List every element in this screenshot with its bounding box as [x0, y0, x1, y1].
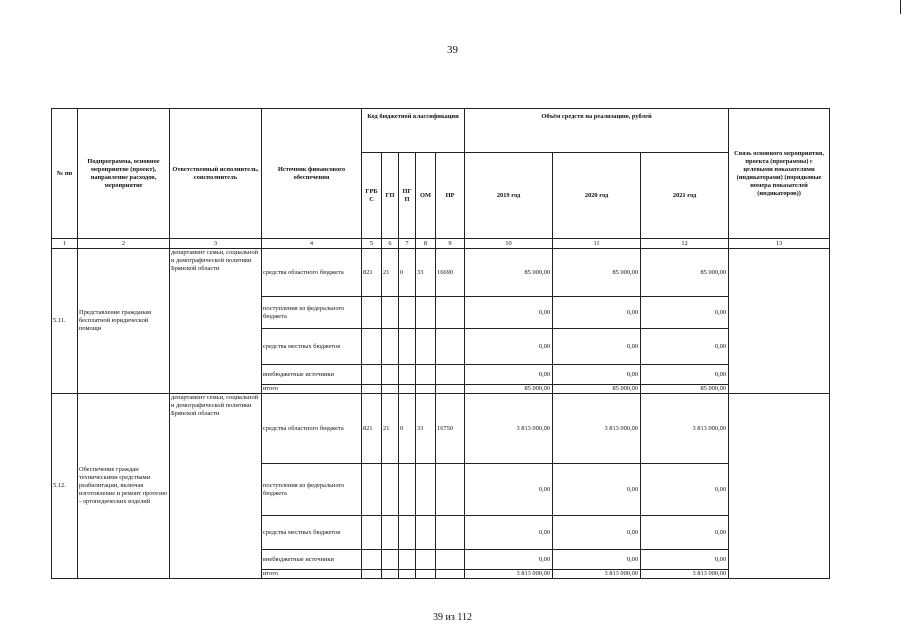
budget-table — [51, 108, 830, 579]
amount-2020: 0,00 — [553, 297, 641, 329]
amount-2019: 3 813 000,00 — [465, 394, 553, 464]
funding-source: средства областного бюджета — [262, 394, 362, 464]
code-nr — [436, 464, 465, 516]
code-grbs: 821 — [362, 394, 382, 464]
code-pgp — [399, 385, 416, 394]
funding-source: поступления из федерального бюджета — [262, 464, 362, 516]
index-cell: 3 — [170, 239, 262, 249]
code-nr: 16690 — [436, 249, 465, 297]
code-gp — [382, 385, 399, 394]
header-nr: НР — [436, 153, 465, 239]
amount-2021: 0,00 — [641, 297, 729, 329]
amount-2019: 0,00 — [465, 365, 553, 385]
funding-source: средства местных бюджетов — [262, 516, 362, 550]
header-budget-code: Код бюджетной классификации — [362, 109, 465, 153]
code-gp — [382, 516, 399, 550]
amount-2020: 85 000,00 — [553, 249, 641, 297]
indicator-link — [729, 394, 830, 579]
code-grbs — [362, 570, 382, 579]
code-om — [416, 365, 436, 385]
index-cell: 8 — [416, 239, 436, 249]
code-nr — [436, 385, 465, 394]
page-number-top: 39 — [447, 44, 458, 56]
indicator-link — [729, 249, 830, 394]
amount-2020: 3 813 000,00 — [553, 394, 641, 464]
code-om — [416, 464, 436, 516]
amount-2021: 3 813 000,00 — [641, 394, 729, 464]
column-index-row — [52, 239, 830, 249]
code-gp — [382, 570, 399, 579]
total-label: итого — [262, 570, 362, 579]
code-grbs — [362, 550, 382, 570]
code-gp: 21 — [382, 394, 399, 464]
header-subprogram: Подпрограмма, основное мероприятие (проект), направление расходов, мероприятие — [78, 109, 170, 239]
index-cell: 13 — [729, 239, 830, 249]
code-grbs — [362, 385, 382, 394]
code-gp — [382, 464, 399, 516]
total-2019: 3 813 000,00 — [465, 570, 553, 579]
code-pgp — [399, 570, 416, 579]
index-cell: 12 — [641, 239, 729, 249]
index-cell: 7 — [399, 239, 416, 249]
table-row — [52, 249, 830, 297]
code-nr — [436, 516, 465, 550]
index-cell: 5 — [362, 239, 382, 249]
code-om — [416, 329, 436, 365]
code-nr — [436, 550, 465, 570]
row-number: 5.12. — [52, 394, 78, 579]
row-number: 5.11. — [52, 249, 78, 394]
code-grbs — [362, 297, 382, 329]
code-pgp — [399, 297, 416, 329]
total-2020: 85 000,00 — [553, 385, 641, 394]
amount-2019: 0,00 — [465, 329, 553, 365]
header-executor: Ответственный исполнитель, соисполнитель — [170, 109, 262, 239]
amount-2020: 0,00 — [553, 550, 641, 570]
table-row — [52, 394, 830, 464]
amount-2020: 0,00 — [553, 464, 641, 516]
index-cell: 2 — [78, 239, 170, 249]
code-pgp: 0 — [399, 394, 416, 464]
index-cell: 4 — [262, 239, 362, 249]
funding-source: внебюджетные источники — [262, 550, 362, 570]
funding-source: средства областного бюджета — [262, 249, 362, 297]
header-year-2019: 2019 год — [465, 153, 553, 239]
index-cell: 6 — [382, 239, 399, 249]
measure-name: Обеспечение граждан техническими средствами реабилитации, включая изготовление и ремонт протезно - ортопедических изделий — [78, 394, 170, 579]
scan-edge-mark — [900, 0, 901, 14]
total-2020: 3 813 000,00 — [553, 570, 641, 579]
code-gp — [382, 297, 399, 329]
header-volume: Объём средств на реализацию, рублей — [465, 109, 729, 153]
code-gp — [382, 365, 399, 385]
code-pgp — [399, 329, 416, 365]
header-gp: ГП — [382, 153, 399, 239]
amount-2019: 85 000,00 — [465, 249, 553, 297]
index-cell: 1 — [52, 239, 78, 249]
header-source: Источник финансового обеспечения — [262, 109, 362, 239]
header-year-2021: 2021 год — [641, 153, 729, 239]
code-gp: 21 — [382, 249, 399, 297]
total-2021: 3 813 000,00 — [641, 570, 729, 579]
code-om: 33 — [416, 249, 436, 297]
executor-name: департамент семьи, социальной и демографической политики Брянской области — [170, 249, 262, 394]
code-om — [416, 570, 436, 579]
code-pgp — [399, 550, 416, 570]
code-nr: 16750 — [436, 394, 465, 464]
amount-2021: 0,00 — [641, 464, 729, 516]
total-label: итого — [262, 385, 362, 394]
amount-2021: 0,00 — [641, 550, 729, 570]
code-grbs: 821 — [362, 249, 382, 297]
index-cell: 11 — [553, 239, 641, 249]
measure-name: Представление гражданам бесплатной юридической помощи — [78, 249, 170, 394]
code-om — [416, 297, 436, 329]
total-2019: 85 000,00 — [465, 385, 553, 394]
code-pgp — [399, 464, 416, 516]
funding-source: средства местных бюджетов — [262, 329, 362, 365]
code-om — [416, 385, 436, 394]
index-cell: 10 — [465, 239, 553, 249]
amount-2019: 0,00 — [465, 550, 553, 570]
code-om — [416, 550, 436, 570]
header-year-2020: 2020 год — [553, 153, 641, 239]
code-pgp — [399, 365, 416, 385]
code-nr — [436, 297, 465, 329]
total-2021: 85 000,00 — [641, 385, 729, 394]
amount-2020: 0,00 — [553, 516, 641, 550]
header-pgp: ПГ П — [399, 153, 416, 239]
code-grbs — [362, 516, 382, 550]
amount-2020: 0,00 — [553, 329, 641, 365]
index-cell: 9 — [436, 239, 465, 249]
code-gp — [382, 329, 399, 365]
funding-source: поступления из федерального бюджета — [262, 297, 362, 329]
amount-2020: 0,00 — [553, 365, 641, 385]
amount-2019: 0,00 — [465, 297, 553, 329]
amount-2021: 0,00 — [641, 329, 729, 365]
code-grbs — [362, 329, 382, 365]
amount-2021: 85 000,00 — [641, 249, 729, 297]
code-nr — [436, 570, 465, 579]
page-number-bottom: 39 из 112 — [433, 612, 472, 623]
code-pgp: 0 — [399, 249, 416, 297]
executor-name: департамент семьи, социальной и демографической политики Брянской области — [170, 394, 262, 579]
header-om: ОМ — [416, 153, 436, 239]
header-no: № пп — [52, 109, 78, 239]
header-grbs: ГРБ С — [362, 153, 382, 239]
header-link: Связь основного мероприятия, проекта (программы) с целевыми показателями (индикаторами) (порядковые номера показателей (индикаторов)) — [729, 109, 830, 239]
code-grbs — [362, 464, 382, 516]
code-om: 33 — [416, 394, 436, 464]
code-grbs — [362, 365, 382, 385]
code-nr — [436, 365, 465, 385]
funding-source: внебюджетные источники — [262, 365, 362, 385]
code-pgp — [399, 516, 416, 550]
amount-2019: 0,00 — [465, 516, 553, 550]
code-gp — [382, 550, 399, 570]
code-om — [416, 516, 436, 550]
code-nr — [436, 329, 465, 365]
amount-2021: 0,00 — [641, 365, 729, 385]
amount-2021: 0,00 — [641, 516, 729, 550]
amount-2019: 0,00 — [465, 464, 553, 516]
